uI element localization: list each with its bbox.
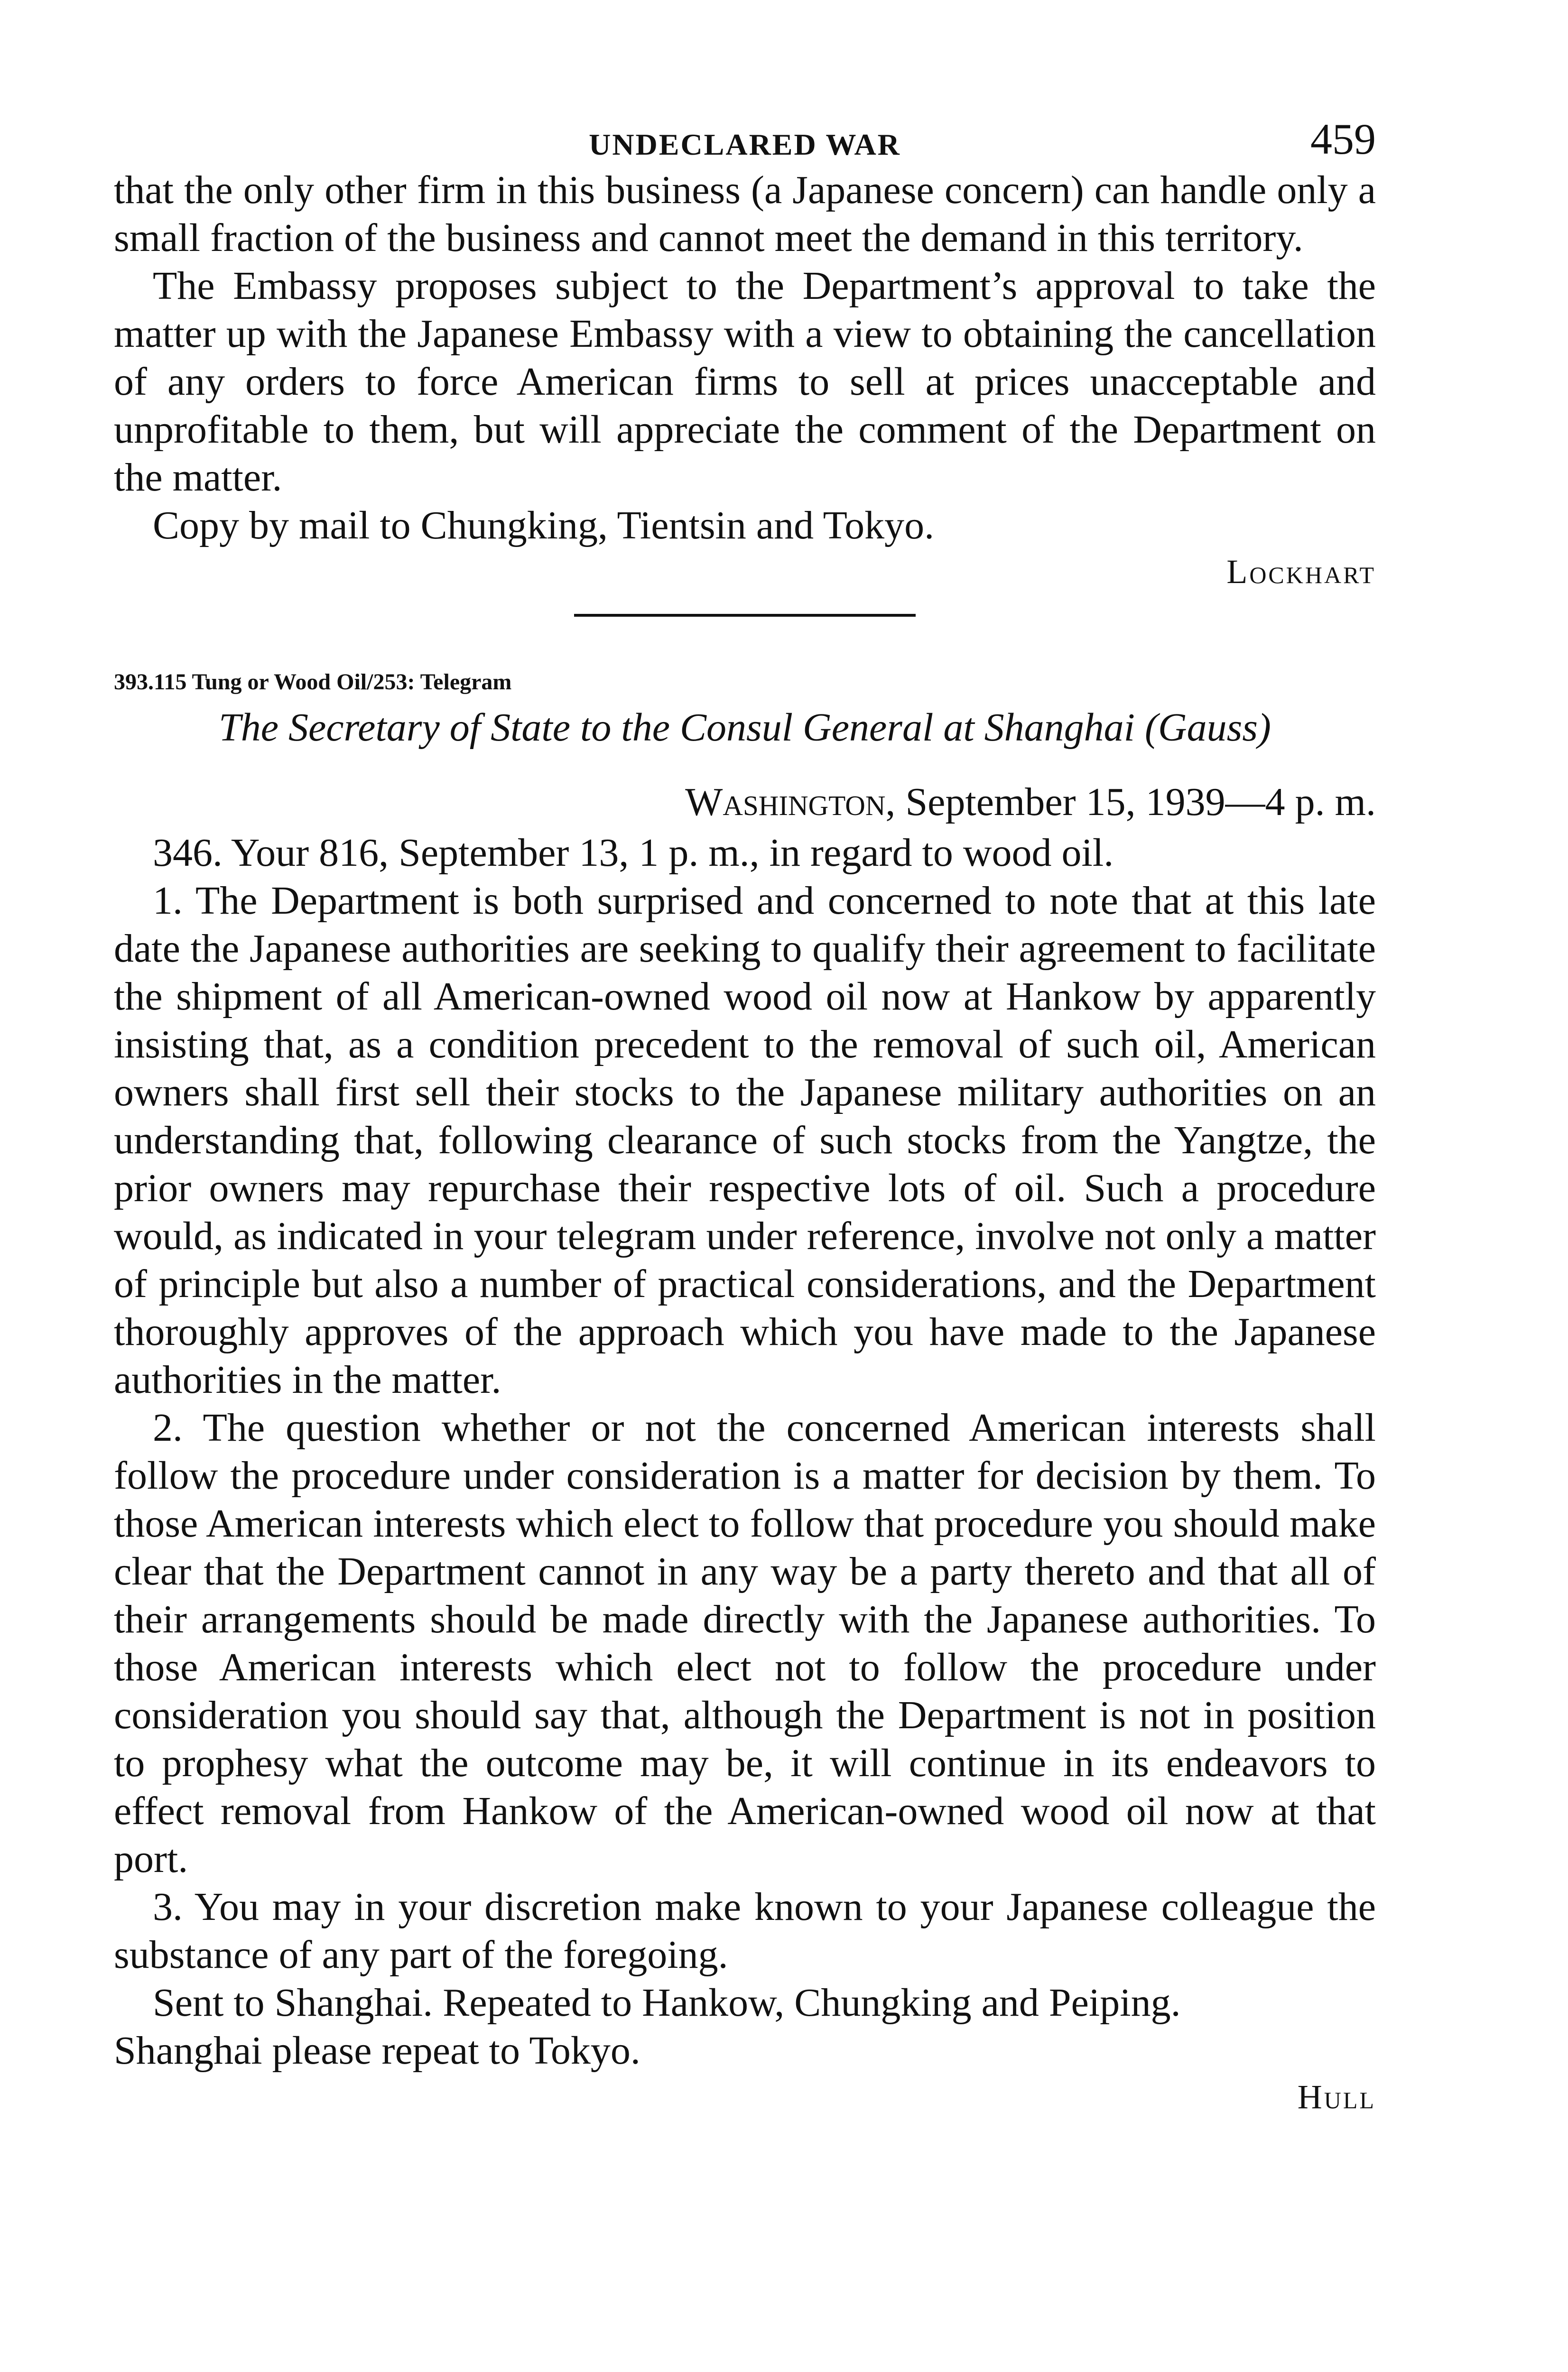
repeat-line: Shanghai please repeat to Tokyo. bbox=[114, 2029, 640, 2073]
page-number: 459 bbox=[1310, 115, 1376, 163]
dateline bbox=[114, 779, 1376, 825]
signature-lockhart: Lockhart bbox=[1226, 553, 1376, 591]
continuation-paragraph-3: Copy by mail to Chungking, Tientsin and Tokyo. bbox=[153, 503, 935, 547]
continuation-paragraph-2: The Embassy proposes subject to the Department’s approval to take the matter up with the Japanese Embassy with a view to obtaining the cancellation of any orders to force American firms to sell at prices unacceptable and unprofitable to them, but will appreciate the comment of the Department on the matter. bbox=[114, 264, 1376, 500]
document-page bbox=[114, 114, 1376, 2123]
dateline-place: Washington, bbox=[685, 780, 896, 824]
telegram-intro: 346. Your 816, September 13, 1 p. m., in regard to wood oil. bbox=[153, 831, 1114, 875]
telegram-body bbox=[114, 829, 1376, 1979]
continuation-paragraph-1: that the only other firm in this business (a Japanese concern) can handle only a small fraction of the business and cannot meet the demand in this territory. bbox=[114, 168, 1376, 260]
running-header bbox=[114, 114, 1376, 166]
dateline-date: September 15, 1939—4 p. m. bbox=[905, 780, 1376, 824]
continuation-section bbox=[114, 166, 1376, 549]
file-reference: 393.115 Tung or Wood Oil/253: Telegram bbox=[114, 669, 512, 695]
running-title: UNDECLARED WAR bbox=[589, 128, 901, 161]
telegram-paragraph-2: 2. The question whether or not the concerned American interests shall follow the procedure under consideration is a matter for decision by them. To those American interests which elect to follow that procedure you should make clear that the Department cannot in any way be a party thereto and that all of their arrangements should be made directly with the Japanese authorities. To those American interests which elect not to follow the procedure under consideration you should say that, although the Department is not in position to prophesy what the outcome may be, it will continue in its endeavors to effect removal from Hankow of the American-owned wood oil now at that port. bbox=[114, 1406, 1376, 1881]
telegram-paragraph-1: 1. The Department is both surprised and concerned to note that at this late date the Japanese authorities are seeking to qualify their agreement to facilitate the shipment of all American-owned wood oil now at Hankow by apparently insisting that, as a condition precedent to the removal of such oil, American owners shall first sell their stocks to the Japanese military authorities on an understanding that, following clearance of such stocks from the Yangtze, the prior owners may repurchase their respective lots of oil. Such a procedure would, as indicated in your telegram under reference, involve not only a matter of principle but also a number of practical considerations, and the Department thoroughly approves of the approach which you have made to the Japanese authorities in the matter. bbox=[114, 879, 1376, 1402]
telegram-paragraph-3: 3. You may in your discretion make known to your Japanese colleague the substance of any part of the foregoing. bbox=[114, 1885, 1376, 1977]
sent-line: Sent to Shanghai. Repeated to Hankow, Chungking and Peiping. bbox=[153, 1981, 1181, 2025]
closing-lines bbox=[114, 1979, 1376, 2075]
section-divider bbox=[574, 614, 916, 617]
document-heading: The Secretary of State to the Consul General at Shanghai (Gauss) bbox=[219, 705, 1271, 750]
signature-hull: Hull bbox=[1297, 2078, 1376, 2116]
